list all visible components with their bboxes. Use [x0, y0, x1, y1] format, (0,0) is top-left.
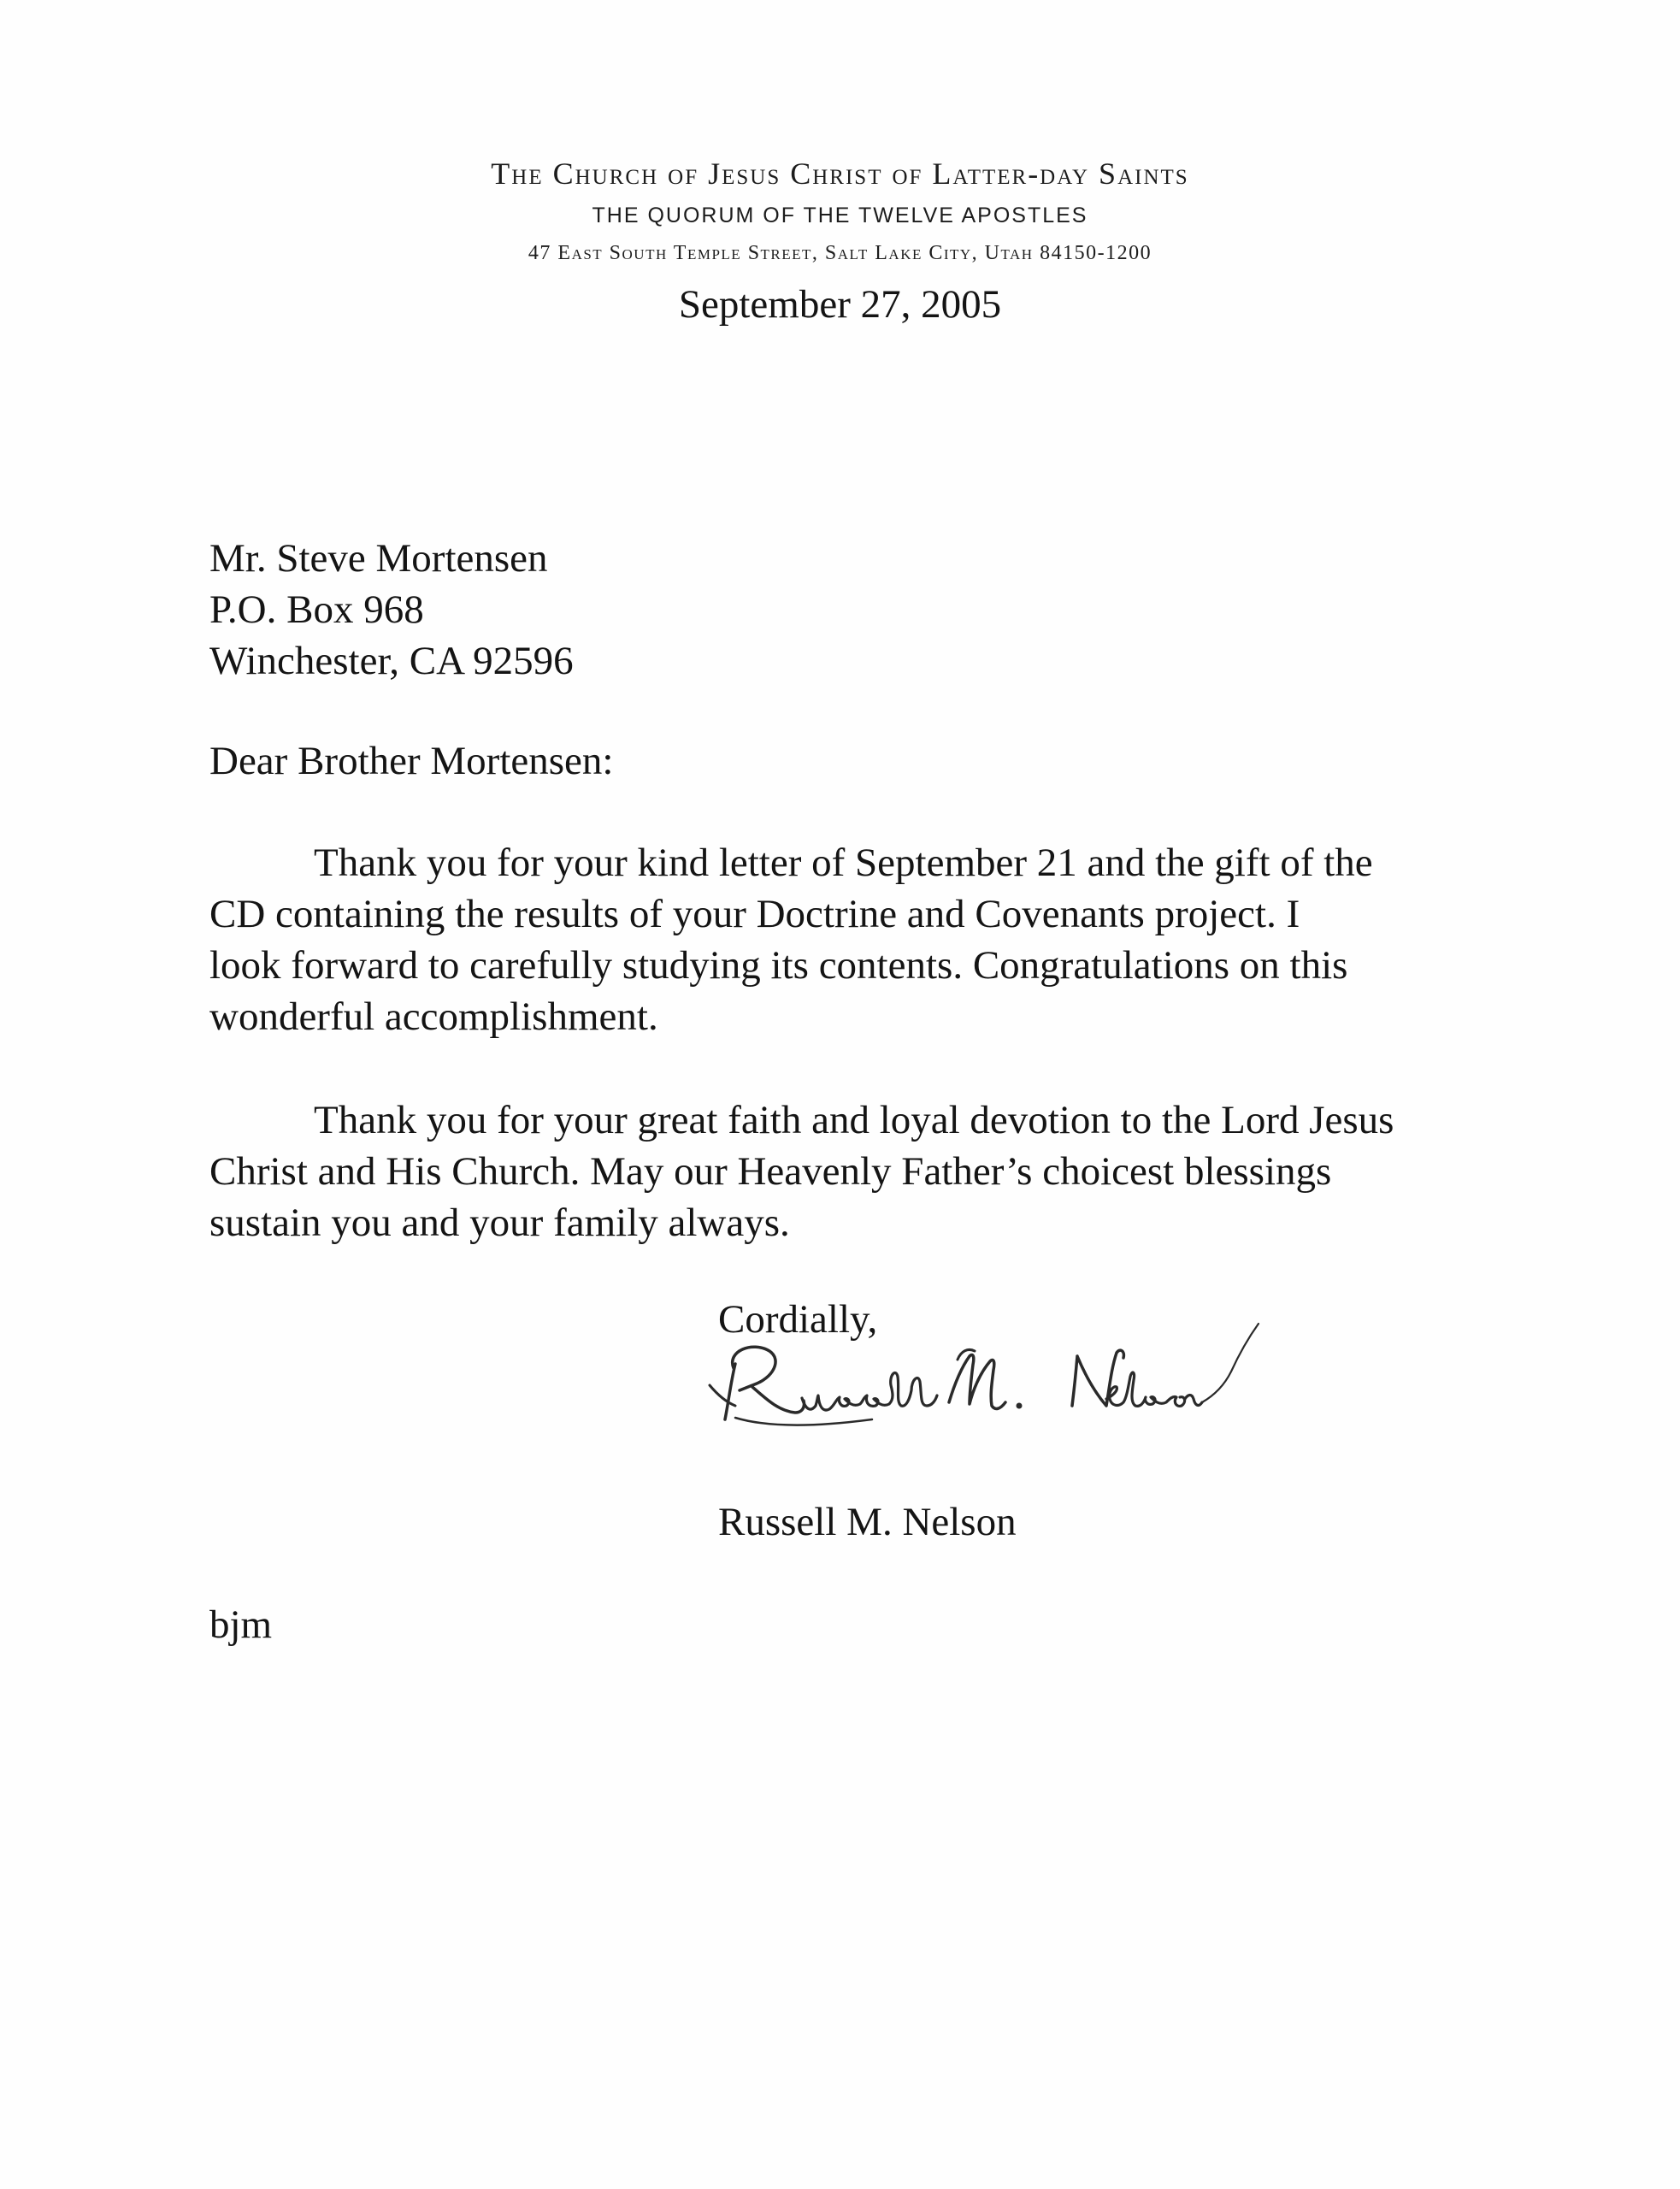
paragraph-line: Thank you for your kind letter of September 21 and the gift of the [314, 841, 1373, 885]
recipient-po-box: P.O. Box 968 [209, 587, 424, 632]
letterhead-organization: The Church of Jesus Christ of Latter-day Saints [491, 156, 1189, 191]
salutation: Dear Brother Mortensen: [209, 739, 614, 783]
recipient-city-state-zip: Winchester, CA 92596 [209, 639, 574, 683]
signature-strokes [710, 1324, 1259, 1425]
body-paragraph-1 [209, 837, 1492, 1042]
recipient-address [209, 533, 574, 687]
paragraph-line: sustain you and your family always. [209, 1201, 790, 1245]
letter-date: September 27, 2005 [678, 282, 1002, 327]
paragraph-line: look forward to carefully studying its contents. Congratulations on this [209, 943, 1348, 988]
closing: Cordially, [718, 1297, 878, 1342]
handwritten-signature [701, 1317, 1351, 1479]
signer-name: Russell M. Nelson [718, 1500, 1017, 1544]
letterhead-address: 47 East South Temple Street, Salt Lake City, Utah 84150-1200 [528, 242, 1152, 264]
paragraph-line: Thank you for your great faith and loyal devotion to the Lord Jesus [314, 1098, 1394, 1142]
paragraph-line: CD containing the results of your Doctrine and Covenants project. I [209, 892, 1300, 936]
letterhead-quorum: THE QUORUM OF THE TWELVE APOSTLES [592, 204, 1088, 227]
paragraph-line: Christ and His Church. May our Heavenly Father’s choicest blessings [209, 1149, 1332, 1194]
paragraph-line: wonderful accomplishment. [209, 994, 658, 1039]
body-paragraph-2 [209, 1094, 1492, 1248]
letterhead [0, 152, 1680, 270]
recipient-name: Mr. Steve Mortensen [209, 536, 548, 581]
typist-initials: bjm [209, 1602, 273, 1647]
